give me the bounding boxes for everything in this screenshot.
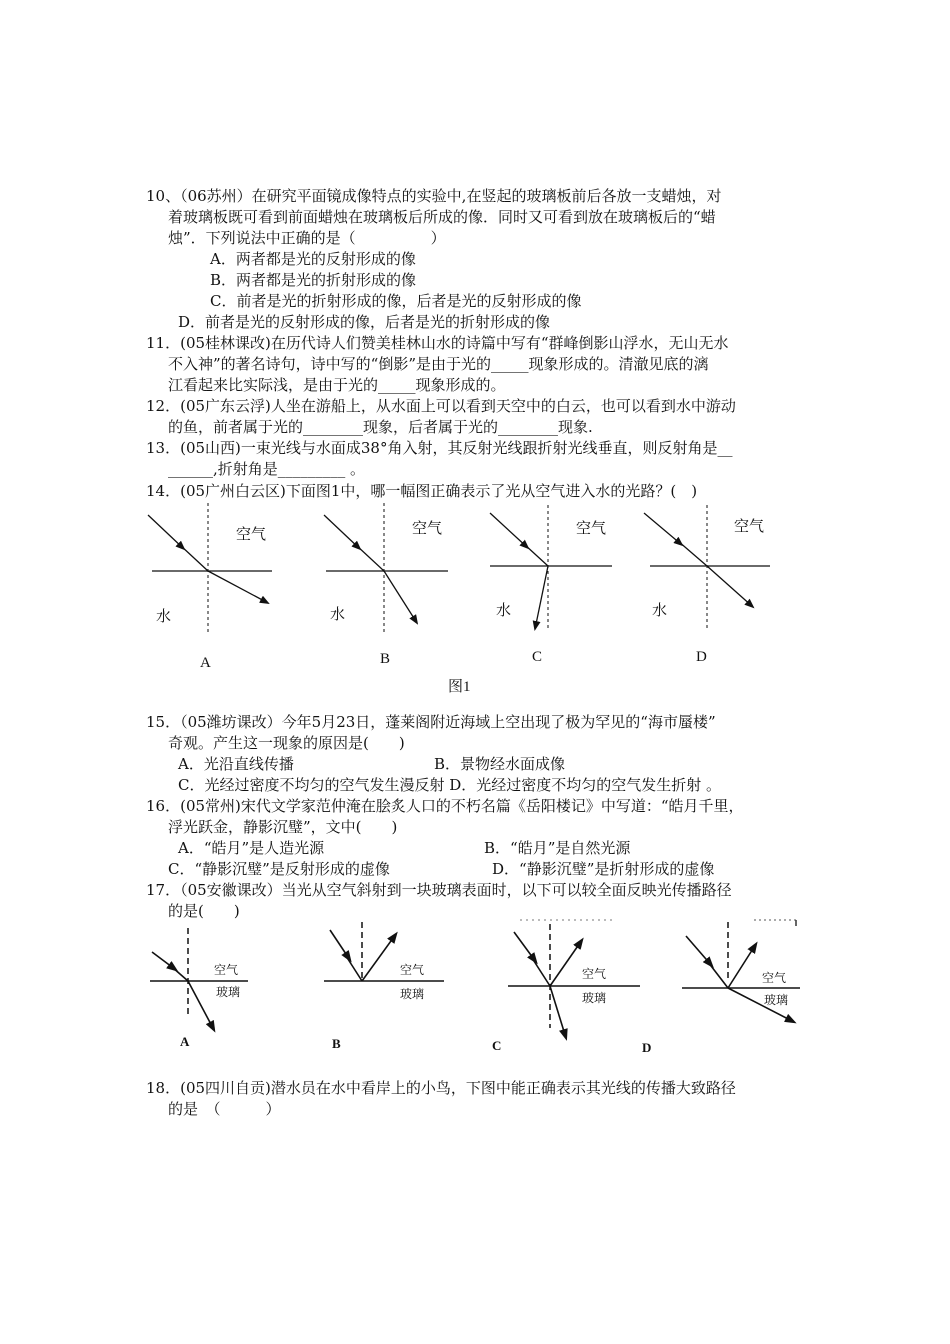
q11-line-3: 江看起来比实际浅，是由于光的_____现象形成的。 [168, 376, 506, 394]
q10-option-a: A．两者都是光的反射形成的像 [210, 250, 416, 268]
q17-figure [140, 918, 800, 1063]
q14-a-letter: A [200, 655, 211, 671]
q15-option-cd: C．光经过密度不均匀的空气发生漫反射 D．光经过密度不均匀的空气发生折射 。 [178, 776, 722, 794]
q14-figure-caption: 图1 [448, 679, 471, 695]
q16-line-2: 浮光跃金，静影沉璧”，文中( ) [168, 818, 398, 836]
q10-line-1: 10、（06苏州）在研究平面镜成像特点的实验中,在竖起的玻璃板前后各放一支蜡烛，对 [146, 187, 722, 205]
q15-option-b: B．景物经水面成像 [434, 755, 566, 773]
q12-line-2: 的鱼，前者属于光的________现象，后者属于光的________现象. [168, 418, 593, 436]
q17-d-air-label: 空气 [762, 971, 787, 985]
q17-line-1: 17．（05安徽课改）当光从空气斜射到一块玻璃表面时，以下可以较全面反映光传播路径 [146, 881, 732, 899]
q14-a-water-label: 水 [156, 607, 172, 625]
q17-diagram-d [642, 922, 800, 1055]
q14-line-1: 14．(05广州白云区)下面图1中，哪一幅图正确表示了光从空气进入水的光路？( ) [146, 482, 698, 500]
q17-d-letter: D [642, 1040, 652, 1055]
q17-c-letter: C [492, 1038, 502, 1053]
q15-line-2: 奇观。产生这一现象的原因是( ) [168, 734, 405, 752]
q17-b-air-label: 空气 [400, 963, 425, 977]
q14-d-water-label: 水 [652, 601, 668, 619]
q17-b-letter: B [332, 1036, 341, 1051]
q14-diagram-d [644, 503, 770, 665]
q10-option-b: B．两者都是光的折射形成的像 [210, 271, 417, 289]
q13-line-1: 13．(05山西)一束光线与水面成38°角入射，其反射光线跟折射光线垂直，则反射角是__ [146, 439, 733, 457]
q17-d-glass-label: 玻璃 [764, 993, 789, 1007]
q10-line-2: 着玻璃板既可看到前面蜡烛在玻璃板后所成的像．同时又可看到放在玻璃板后的“蜡 [168, 208, 716, 226]
q16-option-d: D．“静影沉璧”是折射形成的虚像 [492, 860, 715, 878]
q18-line-1: 18．(05四川自贡)潜水员在水中看岸上的小鸟，下图中能正确表示其光线的传播大致路径 [146, 1079, 736, 1097]
q14-d-letter: D [696, 649, 707, 665]
q14-d-air-label: 空气 [734, 517, 765, 535]
q16-option-a: A．“皓月”是人造光源 [178, 839, 325, 857]
q14-b-water-label: 水 [330, 605, 346, 623]
q14-c-air-label: 空气 [576, 519, 607, 537]
q14-c-letter: C [532, 649, 543, 665]
q14-b-letter: B [380, 651, 391, 667]
q17-diagram-a [150, 928, 248, 1049]
q10-option-c: C．前者是光的折射形成的像，后者是光的反射形成的像 [210, 292, 582, 310]
q10-line-3: 烛”．下列说法中正确的是（ ） [168, 229, 446, 247]
q15-line-1: 15．（05潍坊课改）今年5月23日，蓬莱阁附近海域上空出现了极为罕见的“海市蜃楼” [146, 713, 716, 731]
q15-option-a: A．光沿直线传播 [178, 755, 294, 773]
q14-diagram-b [324, 503, 448, 667]
q12-line-1: 12．(05广东云浮)人坐在游船上，从水面上可以看到天空中的白云，也可以看到水中游动 [146, 397, 736, 415]
q17-a-letter: A [180, 1034, 190, 1049]
q16-line-1: 16．(05常州)宋代文学家范仲淹在脍炙人口的不朽名篇《岳阳楼记》中写道：“皓月千里， [146, 797, 744, 815]
q14-diagram-a [148, 503, 272, 671]
q17-a-air-label: 空气 [214, 963, 239, 977]
q14-diagram-c [490, 503, 612, 665]
q17-diagram-b [324, 922, 444, 1051]
q17-a-glass-label: 玻璃 [216, 985, 241, 999]
q17-c-air-label: 空气 [582, 967, 607, 981]
q17-b-glass-label: 玻璃 [400, 987, 425, 1001]
q17-line-2: 的是( ) [168, 902, 240, 920]
q16-option-c: C．“静影沉璧”是反射形成的虚像 [168, 860, 390, 878]
q14-c-water-label: 水 [496, 601, 512, 619]
q11-line-2: 不入神”的著名诗句，诗中写的“倒影”是由于光的_____现象形成的。清澈见底的漓 [168, 355, 709, 373]
q17-c-glass-label: 玻璃 [582, 991, 607, 1005]
q14-b-air-label: 空气 [412, 519, 443, 537]
q14-a-air-label: 空气 [236, 525, 267, 543]
q18-line-2: 的是 （ ） [168, 1100, 281, 1118]
q11-line-1: 11．(05桂林课改)在历代诗人们赞美桂林山水的诗篇中写有“群峰倒影山浮水，无山无水 [146, 334, 729, 352]
q14-figure [130, 503, 790, 703]
q10-option-d: D．前者是光的反射形成的像，后者是光的折射形成的像 [178, 313, 551, 331]
q13-line-2: ______,折射角是_________ 。 [168, 460, 366, 478]
q17-diagram-c [492, 924, 640, 1053]
q16-option-b: B．“皓月”是自然光源 [484, 839, 631, 857]
